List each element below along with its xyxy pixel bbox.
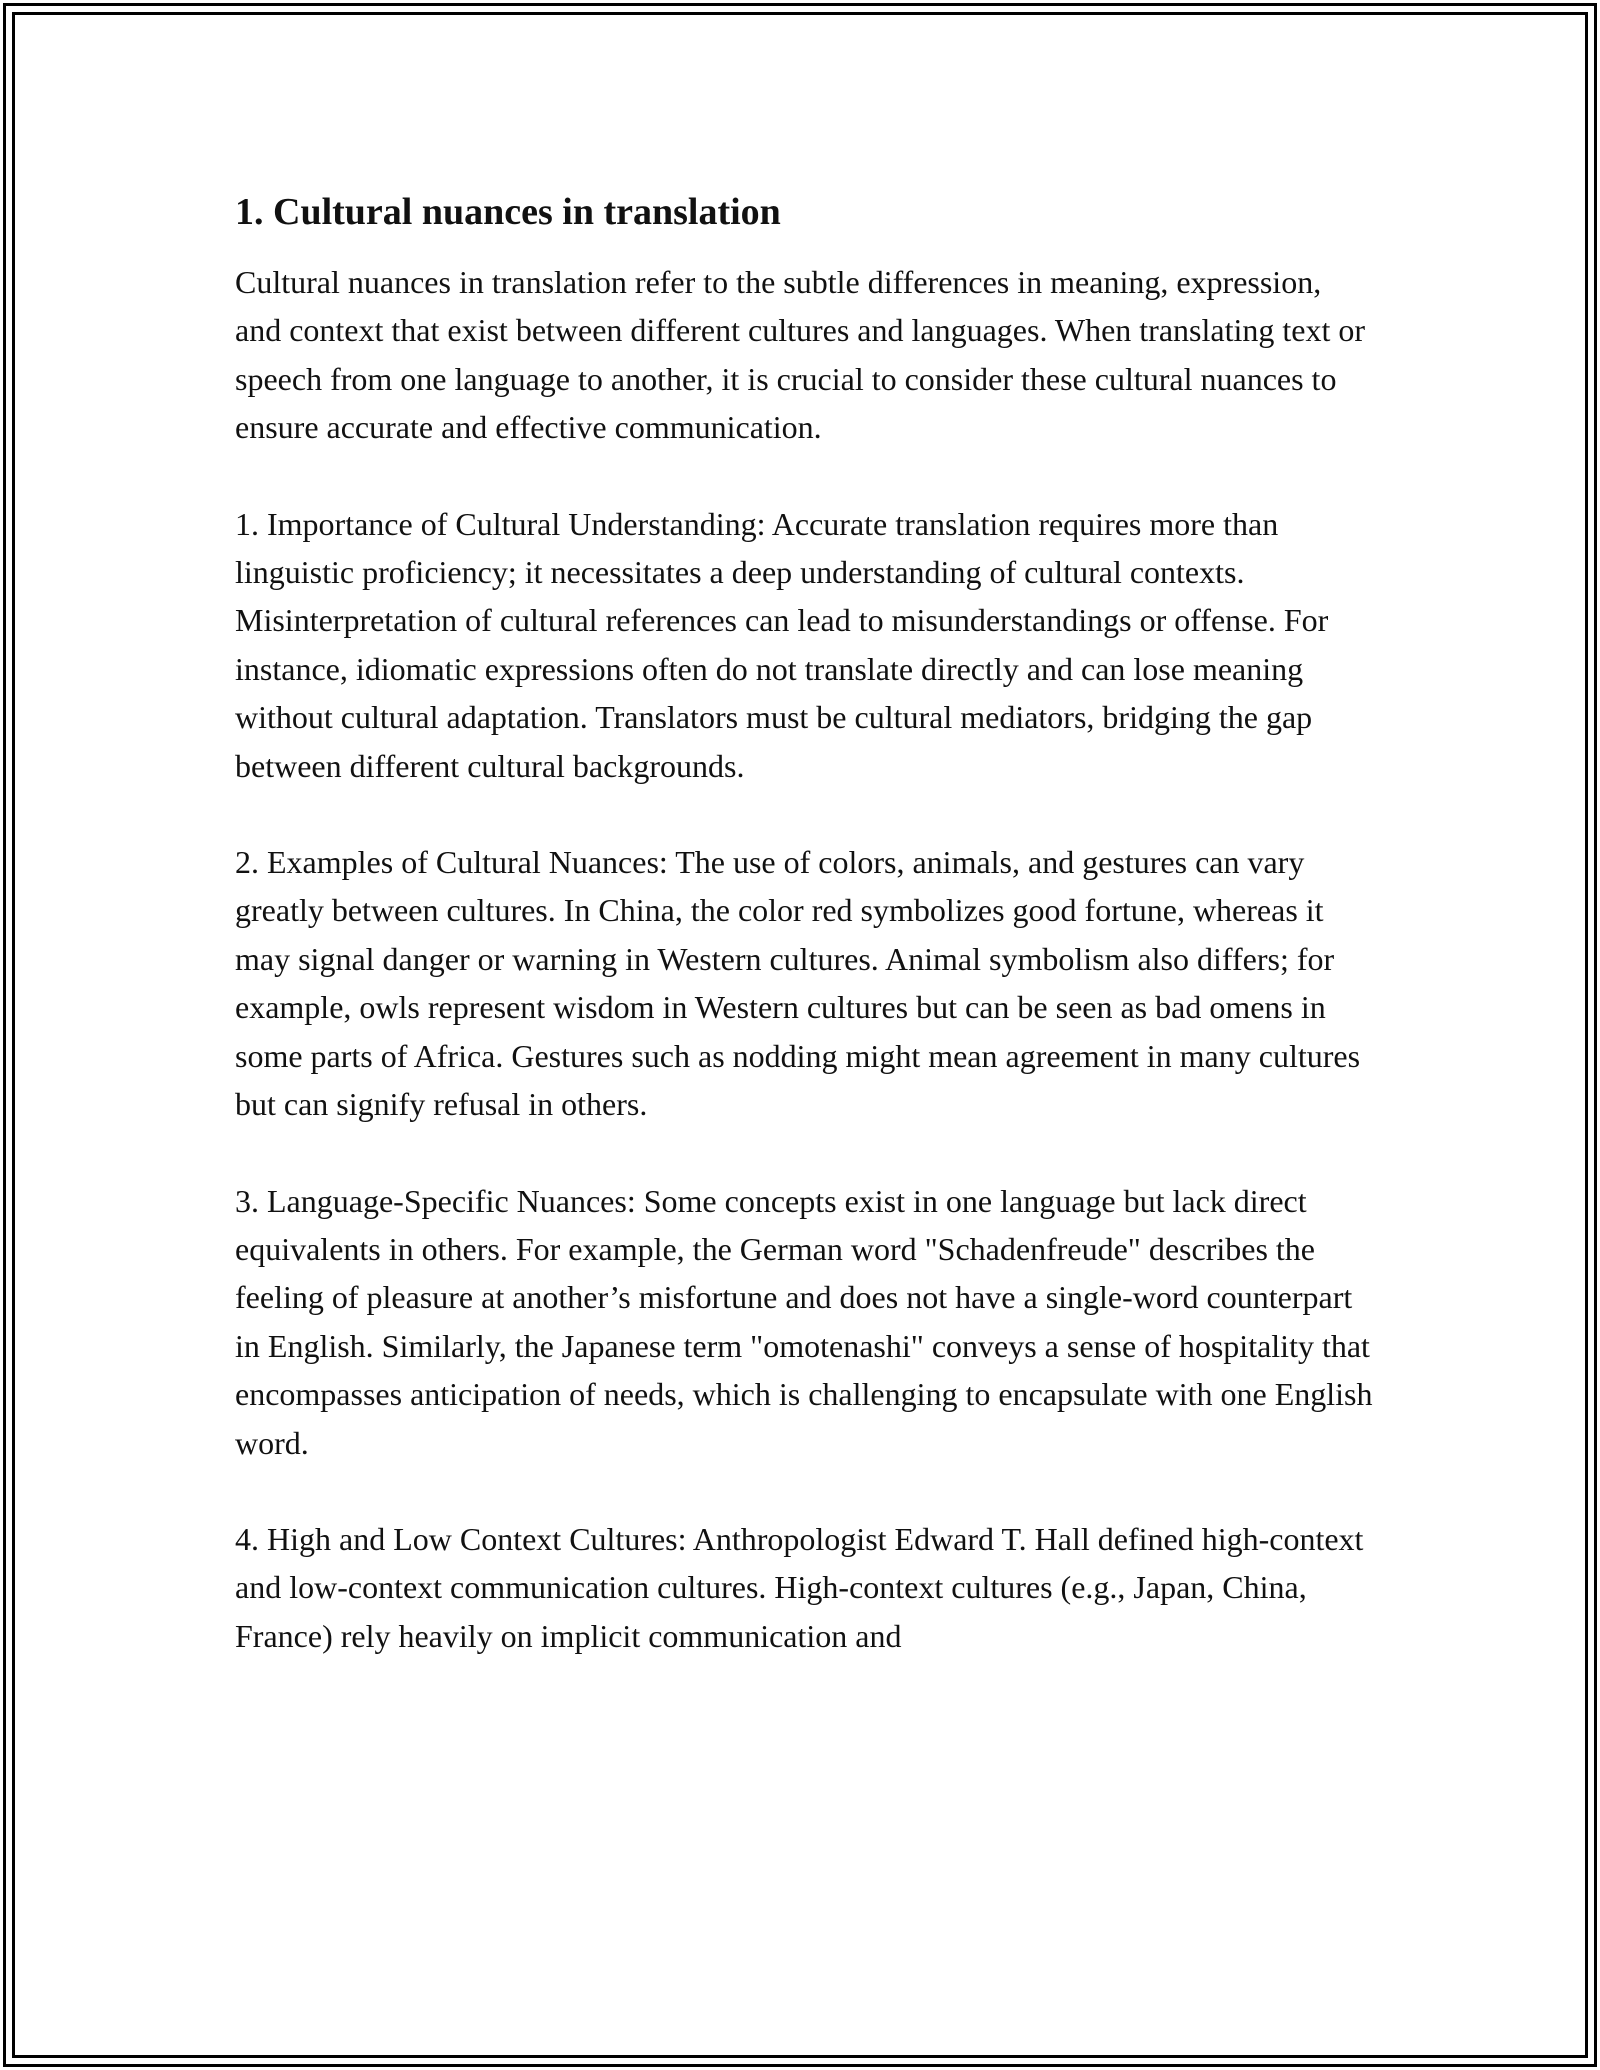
paragraph-cultural-understanding: 1. Importance of Cultural Understanding: Accurate translation requires more than linguistic proficiency; it necessitates a deep understanding of cultural contexts. Misinterpretation of cultural references can lead to misunderstandings or offense. For instance, idiomatic expressions often do not translate directly and can lose meaning without cultural adaptation. Translators must be cultural mediators, bridging the gap between different cultural backgrounds. (235, 505, 1329, 784)
paragraph-cultural-nuances-examples: 2. Examples of Cultural Nuances: The use of colors, animals, and gestures can vary greatly between cultures. In China, the color red symbolizes good fortune, whereas it may signal danger or warning in Western cultures. Animal symbolism also differs; for example, owls represent wisdom in Western cultures but can be seen as bad omens in some parts of Africa. Gestures such as nodding might mean agreement in many cultures but can signify refusal in others. (235, 844, 1361, 1123)
paragraph-high-low-context: 4. High and Low Context Cultures: Anthropologist Edward T. Hall defined high-context and low-context communication cultures. High-context cultures (e.g., Japan, China, France) rely heavily on implicit communication and (235, 1520, 1364, 1654)
document-body (235, 180, 1375, 1708)
intro-paragraph: Cultural nuances in translation refer to the subtle differences in meaning, expression, and context that exist between different cultures and languages. When translating text or speech from one language to another, it is crucial to consider these cultural nuances to ensure accurate and effective communication. (235, 264, 1365, 446)
paragraph-language-specific-nuances: 3. Language-Specific Nuances: Some concepts exist in one language but lack direct equivalents in others. For example, the German word "Schadenfreude" describes the feeling of pleasure at another’s misfortune and does not have a single-word counterpart in English. Similarly, the Japanese term "omotenashi" conveys a sense of hospitality that encompasses anticipation of needs, which is challenging to encapsulate with one English word. (235, 1182, 1373, 1461)
section-heading: 1. Cultural nuances in translation (235, 191, 781, 233)
